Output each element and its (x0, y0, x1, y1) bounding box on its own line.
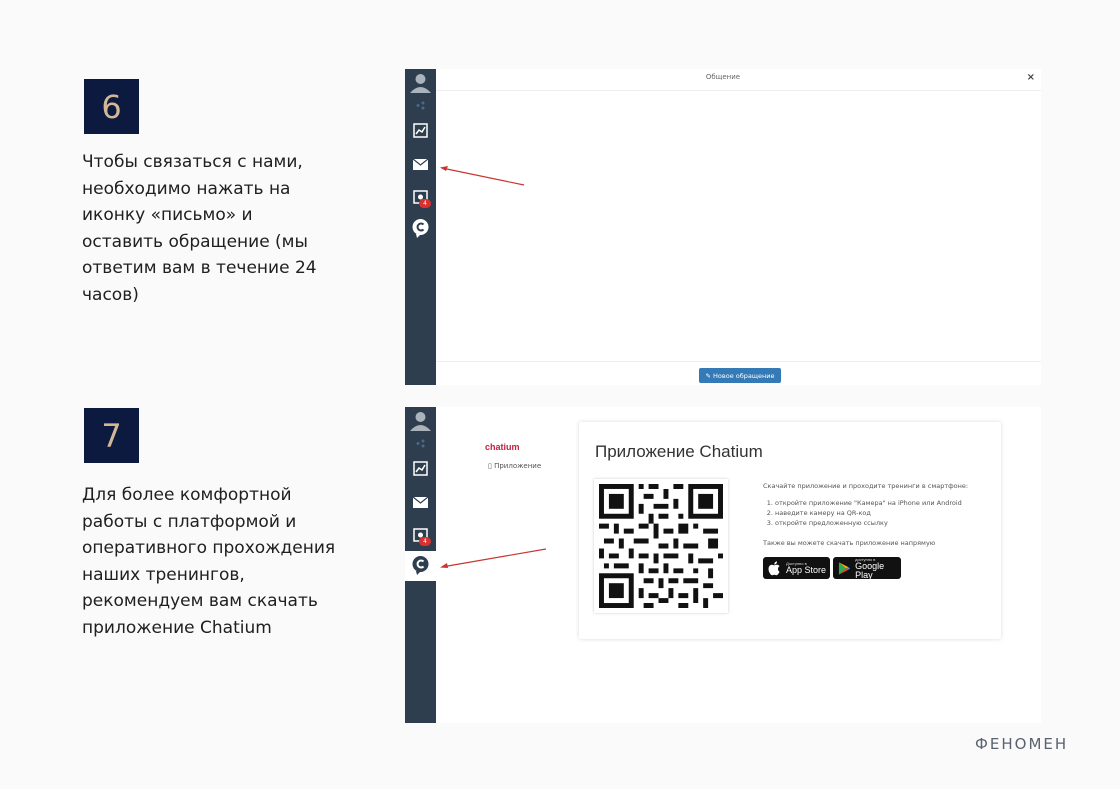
chatium-icon[interactable] (412, 220, 429, 237)
card-step: 3. откройте предложенную ссылку (775, 518, 962, 528)
step-7-line: наших тренингов, (82, 564, 245, 585)
card-steps (765, 498, 962, 528)
phone-icon: ▯ (488, 462, 492, 470)
close-icon[interactable]: × (1026, 72, 1035, 83)
step-7-line: Для более комфортной (82, 485, 292, 505)
app-card (579, 422, 1001, 639)
gplay-small: доступно в (855, 556, 876, 562)
arrow-to-chatium (436, 545, 548, 573)
gplay-big: Google Play (855, 560, 885, 580)
divider (436, 90, 1041, 91)
step-7-line: приложение Chatium (82, 617, 272, 638)
notification-badge: 4 (419, 199, 431, 208)
arrow-to-mail (436, 160, 526, 190)
new-request-button[interactable]: ✎ Новое обращение (699, 368, 781, 383)
app-sidebar (405, 407, 436, 723)
screenshot-messages (405, 69, 1041, 385)
app-sidebar (405, 69, 436, 385)
apple-icon (767, 560, 783, 576)
share-icon[interactable] (412, 435, 429, 452)
mail-icon[interactable] (412, 494, 429, 511)
card-title: Приложение Chatium (595, 442, 763, 461)
step-6-line: Чтобы связаться с нами, (82, 152, 303, 172)
step-6-line: часов) (82, 284, 139, 305)
qr-code (594, 479, 728, 613)
app-link-label: Приложение (494, 462, 542, 470)
step-6-line: иконку «письмо» и (82, 205, 253, 225)
chatium-logo: chatium (485, 442, 520, 452)
step-6-badge (84, 79, 139, 134)
card-step: 2. наведите камеру на QR-код (775, 508, 962, 518)
appstore-big: App Store (786, 565, 827, 575)
step-7-line: рекомендуем вам скачать (82, 591, 318, 611)
step-7-number: 7 (101, 416, 122, 455)
step-6-number: 6 (101, 87, 122, 126)
chart-icon[interactable] (412, 122, 429, 139)
notification-badge: 4 (419, 537, 431, 546)
step-7-text (82, 482, 352, 641)
card-step: 1. откройте приложение "Камера" на iPhone или Android (775, 498, 962, 508)
app-link[interactable] (488, 462, 541, 470)
card-also: Также вы можете скачать приложение напрямую (763, 539, 936, 547)
divider (436, 361, 1041, 362)
step-7-line: работы с платформой и (82, 511, 297, 532)
brand-logo: ФЕНОМЕН (975, 735, 1069, 753)
google-play-button[interactable] (833, 557, 901, 579)
google-play-icon (838, 561, 851, 576)
messages-title: Общение (705, 73, 741, 81)
share-icon[interactable] (412, 97, 429, 114)
mail-icon[interactable] (412, 156, 429, 173)
app-store-button[interactable] (763, 557, 830, 579)
step-6-line: ответим вам в течение 24 (82, 258, 317, 278)
chart-icon[interactable] (412, 460, 429, 477)
chatium-icon[interactable] (412, 557, 429, 574)
step-7-badge (84, 408, 139, 463)
step-6-line: оставить обращение (мы (82, 231, 308, 252)
step-6-line: необходимо нажать на (82, 178, 291, 199)
avatar-icon[interactable] (409, 411, 432, 431)
step-6-text (82, 149, 352, 308)
card-intro: Скачайте приложение и проходите тренинги в смартфоне: (763, 482, 969, 490)
step-7-line: оперативного прохождения (82, 538, 336, 558)
appstore-small: Доступно в (786, 561, 807, 566)
